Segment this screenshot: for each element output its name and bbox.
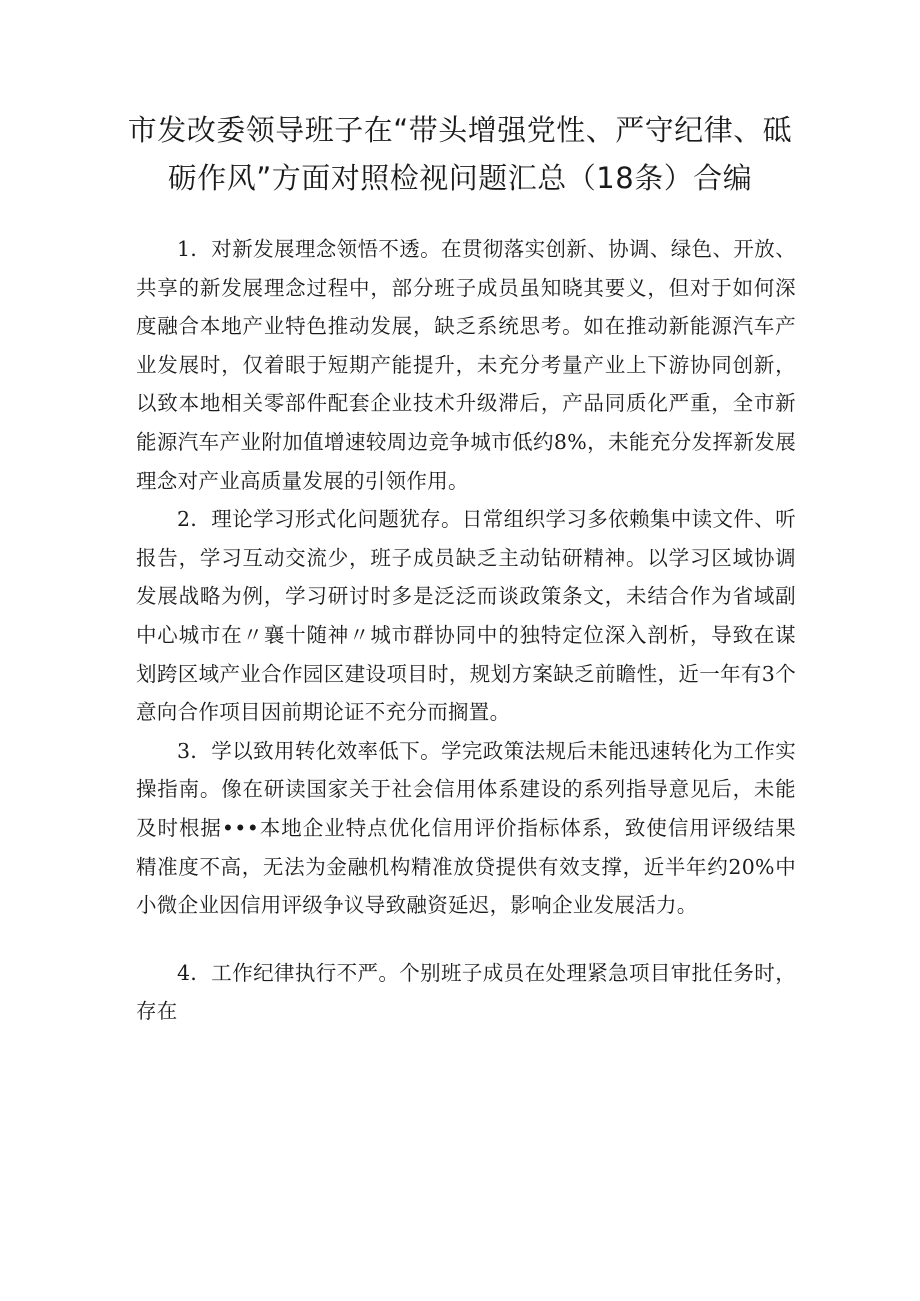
paragraph-3: 3．学以致用转化效率低下。学完政策法规后未能迅速转化为工作实操指南。像在研读国家关于社会信用体系建设的系列指导意见后，未能及时根据•••本地企业特点优化信用评价指标体系，致使信用评级结果精准度不高，无法为金融机构精准放贷提供有效支撑，近半年约20%中小微企业因信用评级争议导致融资延迟，影响企业发展活力。	[136, 738, 796, 918]
paragraph-4: 4．工作纪律执行不严。个别班子成员在处理紧急项目审批任务时，存在	[136, 960, 796, 1024]
paragraph-2: 2．理论学习形式化问题犹存。日常组织学习多依赖集中读文件、听报告，学习互动交流少，班子成员缺乏主动钻研精神。以学习区域协调发展战略为例，学习研讨时多是泛泛而谈政策条文，未结合作为省域副中心城市在〃襄十随神〃城市群协同中的独特定位深入剖析，导致在谋划跨区域产业合作园区建设项目时，规划方案缺乏前瞻性，近一年有3个意向合作项目因前期论证不充分而搁置。	[136, 507, 796, 725]
document-title	[120, 106, 800, 202]
document-title-line-2: 砺作风”方面对照检视问题汇总（18条）合编	[167, 161, 753, 195]
document-title-line-1: 市发改委领导班子在“带头增强党性、严守纪律、砥	[127, 113, 793, 147]
document-body	[136, 230, 796, 1031]
paragraph-1: 1．对新发展理念领悟不透。在贯彻落实创新、协调、绿色、开放、共享的新发展理念过程中，部分班子成员虽知晓其要义，但对于如何深度融合本地产业特色推动发展，缺乏系统思考。如在推动新能源汽车产业发展时，仅着眼于短期产能提升，未充分考量产业上下游协同创新，以致本地相关零部件配套企业技术升级滞后，产品同质化严重，全市新能源汽车产业附加值增速较周边竞争城市低约8%，未能充分发挥新发展理念对产业高质量发展的引领作用。	[136, 237, 796, 493]
